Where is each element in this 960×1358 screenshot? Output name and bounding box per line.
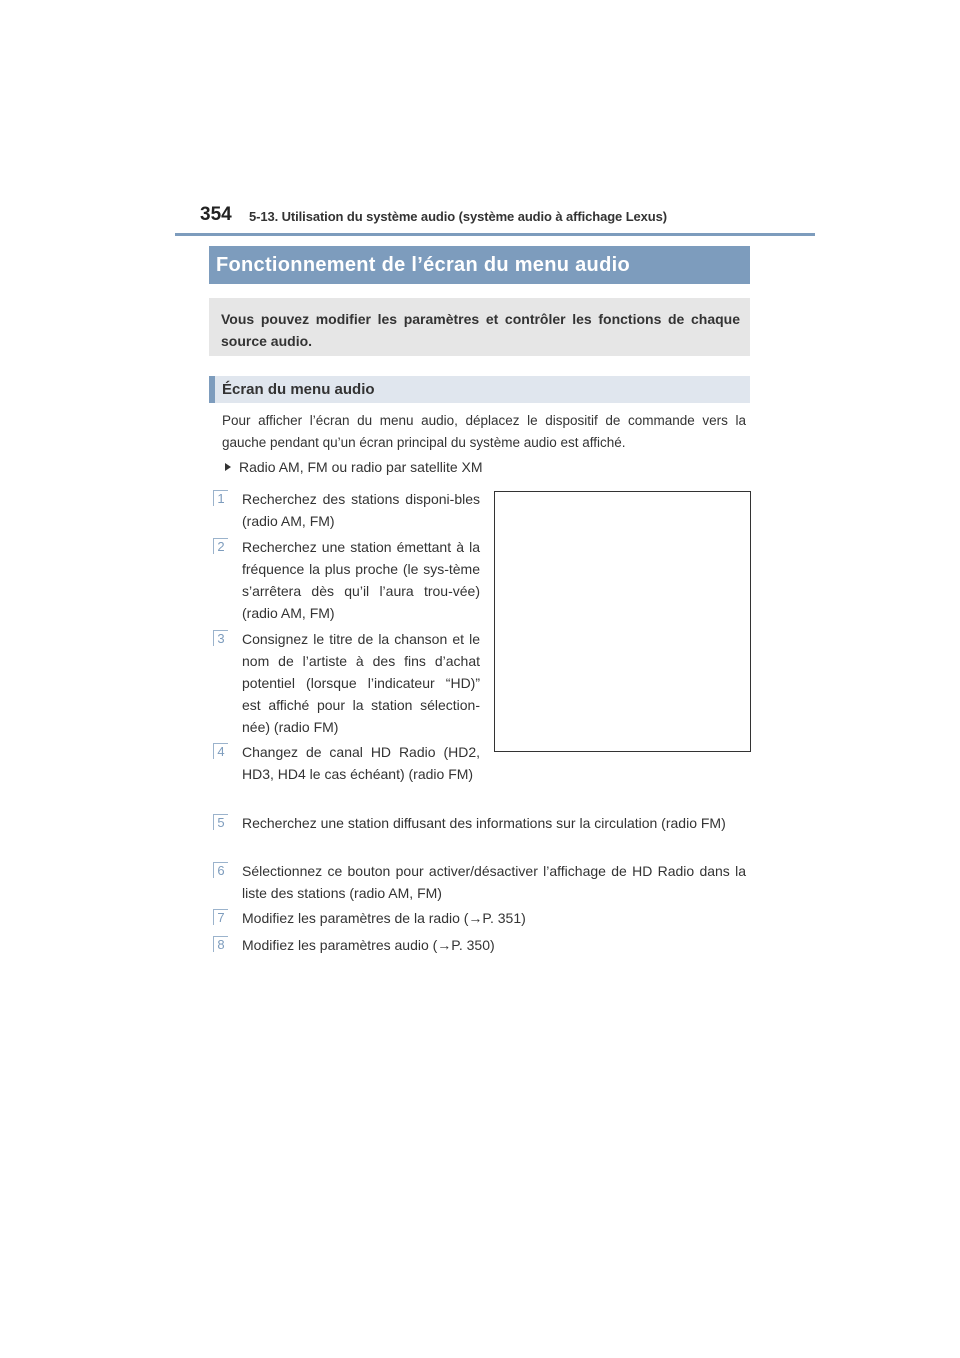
item-number: 5 xyxy=(213,814,228,830)
item-text: Consignez le titre de la chanson et le nom de l’artiste à des fins d’achat potentiel (lorsque l’indicateur “HD)” est affiché pour la station sélection-née) (radio FM) xyxy=(242,631,480,735)
body-paragraph: Pour afficher l’écran du menu audio, déplacez le dispositif de commande vers la gauche pendant qu’un écran principal du système audio est affiché. xyxy=(222,413,746,450)
item-number: 4 xyxy=(213,743,228,759)
item-number: 1 xyxy=(213,490,228,506)
item-text: Changez de canal HD Radio (HD2, HD3, HD4 le cas échéant) (radio FM) xyxy=(242,744,480,782)
subsection-title: Écran du menu audio xyxy=(222,381,375,398)
running-head: 5-13. Utilisation du système audio (système audio à affichage Lexus) xyxy=(249,209,667,224)
item-number: 7 xyxy=(213,909,228,925)
item-text: Recherchez une station émettant à la fréquence la plus proche (le sys-tème s’arrêtera dès qu’il l’aura trou-vée) (radio AM, FM) xyxy=(242,539,480,621)
triangle-bullet-icon xyxy=(225,463,231,471)
header-rule xyxy=(175,233,815,236)
subsection-accent xyxy=(209,376,215,403)
item-number: 2 xyxy=(213,538,228,554)
item-number: 3 xyxy=(213,630,228,646)
item-text: Recherchez une station diffusant des informations sur la circulation (radio FM) xyxy=(242,815,726,831)
item-text: Modifiez les paramètres audio (→P. 350) xyxy=(242,937,495,953)
item-number: 6 xyxy=(213,862,228,878)
section-title: Fonctionnement de l’écran du menu audio xyxy=(216,254,630,276)
item-number: 8 xyxy=(213,936,228,952)
item-text: Recherchez des stations disponi-bles (radio AM, FM) xyxy=(242,491,480,529)
item-text: Modifiez les paramètres de la radio (→P. 351) xyxy=(242,910,526,926)
bullet-item xyxy=(225,459,483,475)
intro-text: Vous pouvez modifier les paramètres et contrôler les fonctions de chaque source audio. xyxy=(221,311,740,349)
figure-placeholder xyxy=(494,491,751,752)
page-number: 354 xyxy=(200,204,232,225)
item-text: Sélectionnez ce bouton pour activer/désactiver l’affichage de HD Radio dans la liste des stations (radio AM, FM) xyxy=(242,863,746,901)
bullet-text: Radio AM, FM ou radio par satellite XM xyxy=(239,459,483,475)
